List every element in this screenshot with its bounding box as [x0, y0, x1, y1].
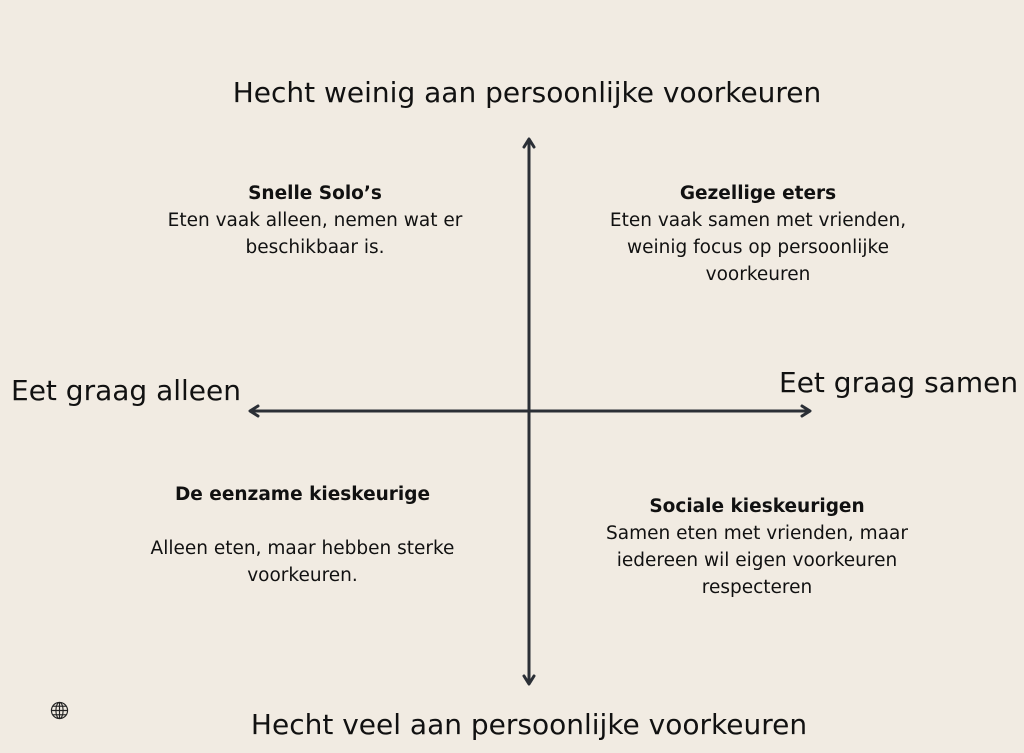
globe-icon[interactable]: [50, 701, 69, 720]
quadrant-description: Eten vaak alleen, nemen wat er beschikbaar is.: [167, 210, 463, 258]
axis-label-top: Hecht weinig aan persoonlijke voorkeuren: [232, 76, 822, 109]
quadrant-description: Samen eten met vrienden, maar iedereen wil eigen voorkeuren respecteren: [606, 523, 908, 598]
quadrant-description: Alleen eten, maar hebben sterke voorkeuren.: [150, 538, 455, 586]
axis-label-bottom: Hecht veel aan persoonlijke voorkeuren: [250, 708, 808, 741]
quadrant-bottom-left: [145, 481, 460, 589]
quadrant-title: Snelle Solo’s: [248, 183, 382, 204]
quadrant-title: De eenzame kieskeurige: [174, 484, 431, 505]
axis-label-left: Eet graag alleen: [11, 374, 241, 407]
quadrant-title: Gezellige eters: [679, 183, 837, 204]
quadrant-description: Eten vaak samen met vrienden, weinig focus op persoonlijke voorkeuren: [609, 210, 907, 285]
quadrant-title: Sociale kieskeurigen: [649, 496, 865, 517]
quadrant-top-left: [160, 180, 470, 261]
axis-label-right: Eet graag samen: [779, 366, 1019, 399]
quadrant-top-right: [598, 180, 918, 288]
quadrant-bottom-right: [597, 493, 917, 601]
